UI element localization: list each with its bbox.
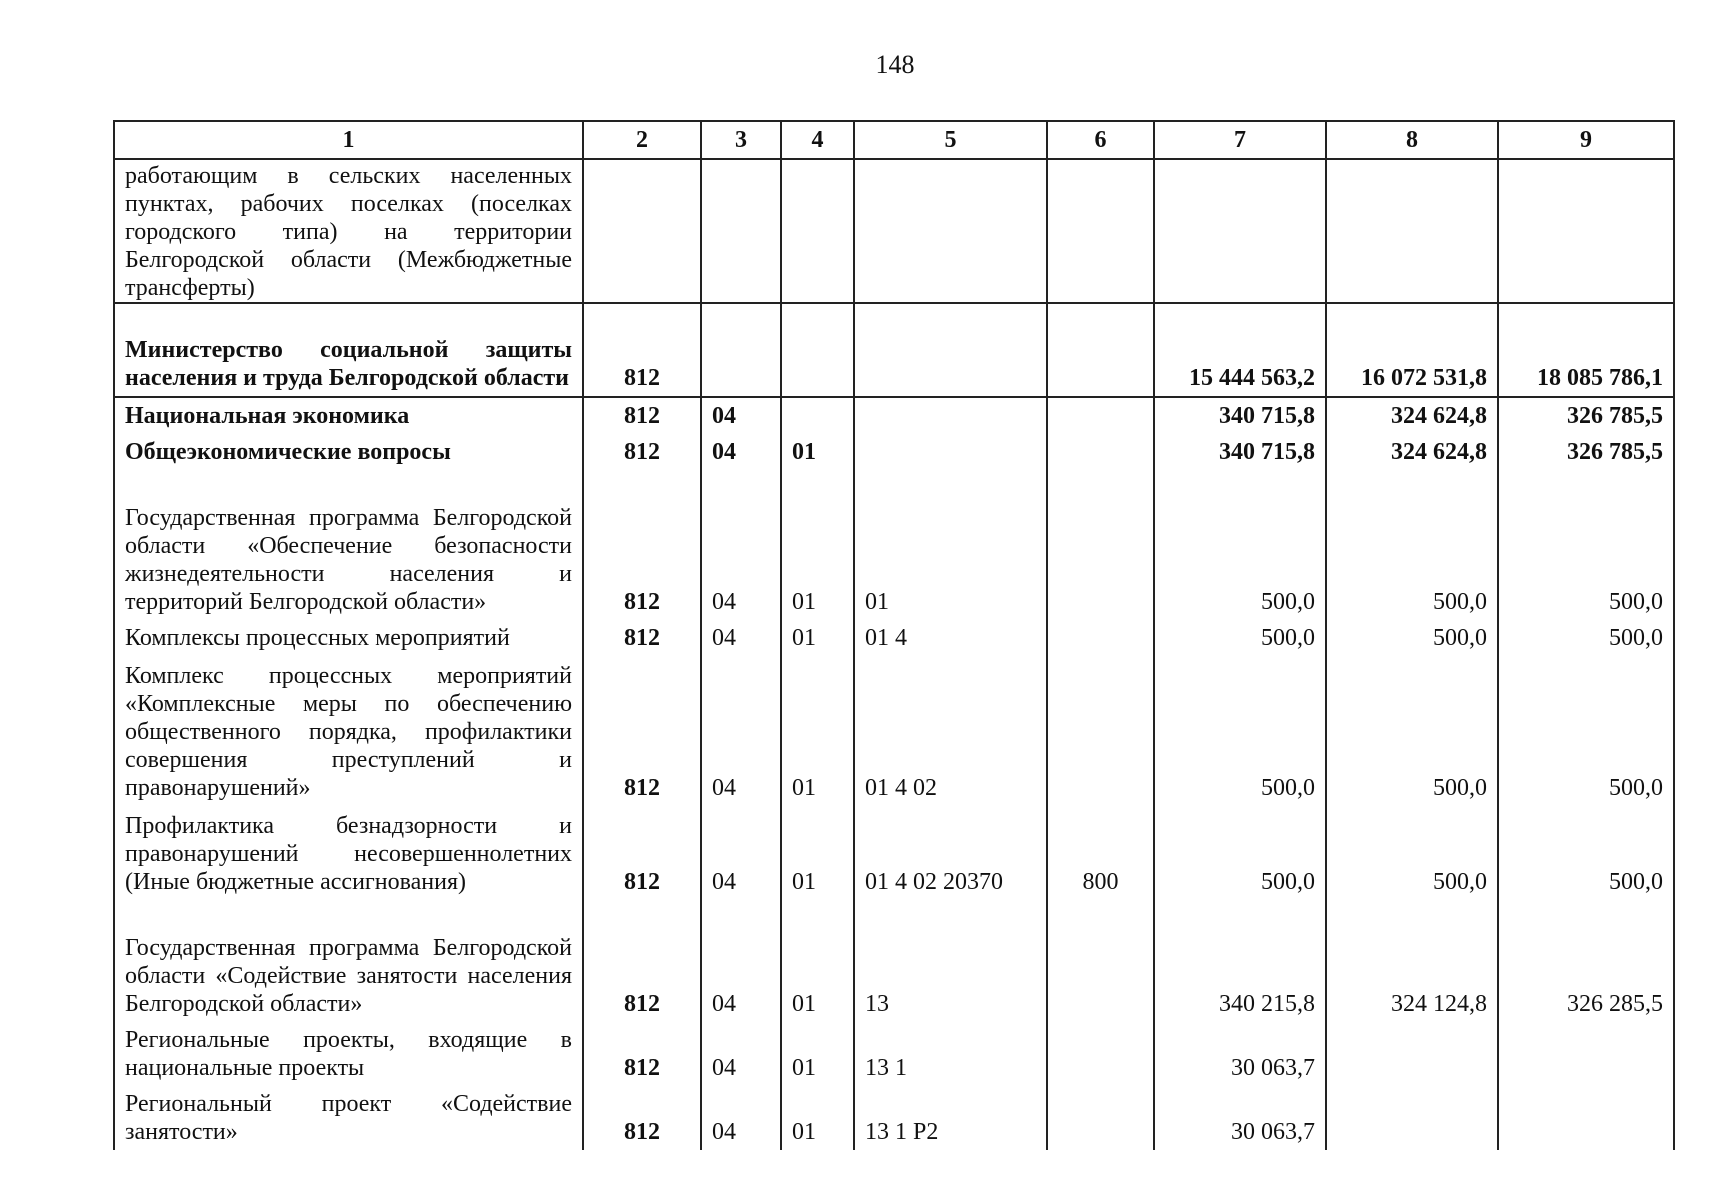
table-row (114, 159, 1674, 303)
row-description: Профилактика безнадзорности и правонарушений несовершеннолетних (Иные бюджетные ассигнования) (114, 806, 583, 900)
cell-section: 04 (701, 656, 781, 806)
cell-amount-year2: 324 624,8 (1326, 397, 1498, 434)
cell-amount-year1 (1154, 159, 1326, 303)
cell-target-article (854, 303, 1047, 397)
cell-amount-year2 (1326, 1022, 1498, 1086)
cell-subsection: 01 (781, 806, 854, 900)
cell-amount-year3: 326 785,5 (1498, 434, 1674, 470)
cell-amount-year2: 500,0 (1326, 806, 1498, 900)
col-header: 3 (701, 121, 781, 159)
cell-amount-year2: 500,0 (1326, 656, 1498, 806)
cell-target-article: 01 (854, 470, 1047, 620)
col-header: 4 (781, 121, 854, 159)
col-header: 1 (114, 121, 583, 159)
cell-amount-year1: 500,0 (1154, 656, 1326, 806)
cell-admin-code: 812 (583, 806, 701, 900)
cell-amount-year2: 500,0 (1326, 620, 1498, 656)
cell-amount-year2: 324 624,8 (1326, 434, 1498, 470)
cell-section: 04 (701, 397, 781, 434)
table-row (114, 620, 1674, 656)
row-description: работающим в сельских населенных пунктах, рабочих поселках (поселках городского типа) на территории Белгородской области (Межбюджетные трансферты) (114, 159, 583, 303)
cell-amount-year3: 500,0 (1498, 470, 1674, 620)
cell-section: 04 (701, 900, 781, 1022)
cell-target-article (854, 397, 1047, 434)
cell-amount-year1: 500,0 (1154, 620, 1326, 656)
row-description: Национальная экономика (114, 397, 583, 434)
cell-amount-year3: 18 085 786,1 (1498, 303, 1674, 397)
table-row (114, 303, 1674, 397)
page-number: 148 (875, 50, 915, 79)
cell-expense-type (1047, 397, 1154, 434)
cell-section: 04 (701, 620, 781, 656)
cell-expense-type (1047, 1086, 1154, 1150)
cell-subsection: 01 (781, 900, 854, 1022)
cell-target-article (854, 434, 1047, 470)
cell-section (701, 303, 781, 397)
cell-subsection: 01 (781, 1022, 854, 1086)
cell-admin-code: 812 (583, 620, 701, 656)
cell-admin-code (583, 159, 701, 303)
cell-amount-year3: 500,0 (1498, 656, 1674, 806)
cell-expense-type (1047, 1022, 1154, 1086)
cell-amount-year3: 326 785,5 (1498, 397, 1674, 434)
cell-section: 04 (701, 1086, 781, 1150)
cell-amount-year3 (1498, 159, 1674, 303)
cell-expense-type (1047, 620, 1154, 656)
table-row (114, 900, 1674, 1022)
cell-amount-year3: 326 285,5 (1498, 900, 1674, 1022)
cell-amount-year1: 340 715,8 (1154, 397, 1326, 434)
cell-amount-year3 (1498, 1086, 1674, 1150)
col-header: 5 (854, 121, 1047, 159)
col-header: 2 (583, 121, 701, 159)
cell-subsection: 01 (781, 656, 854, 806)
header-row (114, 121, 1674, 159)
table-row (114, 397, 1674, 434)
cell-section: 04 (701, 470, 781, 620)
cell-admin-code: 812 (583, 303, 701, 397)
cell-admin-code: 812 (583, 397, 701, 434)
col-header: 9 (1498, 121, 1674, 159)
cell-target-article (854, 159, 1047, 303)
cell-subsection: 01 (781, 1086, 854, 1150)
table-row (114, 656, 1674, 806)
row-description: Государственная программа Белгородской области «Содействие занятости населения Белгородской области» (114, 900, 583, 1022)
row-description: Государственная программа Белгородской области «Обеспечение безопасности жизнедеятельности населения и территорий Белгородской области» (114, 470, 583, 620)
cell-target-article: 01 4 (854, 620, 1047, 656)
cell-expense-type (1047, 303, 1154, 397)
cell-target-article: 13 1 (854, 1022, 1047, 1086)
table-row (114, 1086, 1674, 1150)
cell-amount-year1: 30 063,7 (1154, 1022, 1326, 1086)
cell-admin-code: 812 (583, 900, 701, 1022)
cell-admin-code: 812 (583, 656, 701, 806)
row-description: Комплексы процессных мероприятий (114, 620, 583, 656)
row-description: Общеэкономические вопросы (114, 434, 583, 470)
cell-expense-type (1047, 900, 1154, 1022)
table-row (114, 806, 1674, 900)
cell-admin-code: 812 (583, 1022, 701, 1086)
cell-expense-type (1047, 434, 1154, 470)
cell-subsection (781, 303, 854, 397)
cell-amount-year2: 500,0 (1326, 470, 1498, 620)
cell-section: 04 (701, 806, 781, 900)
row-description: Региональный проект «Содействие занятости» (114, 1086, 583, 1150)
cell-admin-code: 812 (583, 1086, 701, 1150)
cell-target-article: 01 4 02 20370 (854, 806, 1047, 900)
cell-amount-year2 (1326, 1086, 1498, 1150)
cell-section: 04 (701, 434, 781, 470)
cell-admin-code: 812 (583, 470, 701, 620)
table-row (114, 1022, 1674, 1086)
cell-subsection (781, 159, 854, 303)
cell-amount-year3 (1498, 1022, 1674, 1086)
cell-target-article: 13 1 Р2 (854, 1086, 1047, 1150)
cell-admin-code: 812 (583, 434, 701, 470)
row-description: Региональные проекты, входящие в национальные проекты (114, 1022, 583, 1086)
table-row (114, 434, 1674, 470)
cell-amount-year1: 15 444 563,2 (1154, 303, 1326, 397)
cell-expense-type (1047, 159, 1154, 303)
row-description: Министерство социальной защиты населения и труда Белгородской области (114, 303, 583, 397)
cell-target-article: 13 (854, 900, 1047, 1022)
cell-expense-type: 800 (1047, 806, 1154, 900)
cell-expense-type (1047, 656, 1154, 806)
cell-amount-year1: 30 063,7 (1154, 1086, 1326, 1150)
col-header: 8 (1326, 121, 1498, 159)
cell-subsection (781, 397, 854, 434)
col-header: 6 (1047, 121, 1154, 159)
cell-amount-year3: 500,0 (1498, 806, 1674, 900)
cell-amount-year2 (1326, 159, 1498, 303)
cell-subsection: 01 (781, 434, 854, 470)
cell-subsection: 01 (781, 620, 854, 656)
cell-section: 04 (701, 1022, 781, 1086)
col-header: 7 (1154, 121, 1326, 159)
cell-amount-year1: 500,0 (1154, 806, 1326, 900)
row-description: Комплекс процессных мероприятий «Комплексные меры по обеспечению общественного порядка, профилактики совершения преступлений и правонарушений» (114, 656, 583, 806)
cell-amount-year1: 340 715,8 (1154, 434, 1326, 470)
budget-table (113, 120, 1675, 1150)
cell-amount-year2: 324 124,8 (1326, 900, 1498, 1022)
cell-amount-year3: 500,0 (1498, 620, 1674, 656)
cell-amount-year1: 340 215,8 (1154, 900, 1326, 1022)
cell-target-article: 01 4 02 (854, 656, 1047, 806)
cell-section (701, 159, 781, 303)
cell-subsection: 01 (781, 470, 854, 620)
cell-amount-year2: 16 072 531,8 (1326, 303, 1498, 397)
cell-amount-year1: 500,0 (1154, 470, 1326, 620)
table-row (114, 470, 1674, 620)
cell-expense-type (1047, 470, 1154, 620)
